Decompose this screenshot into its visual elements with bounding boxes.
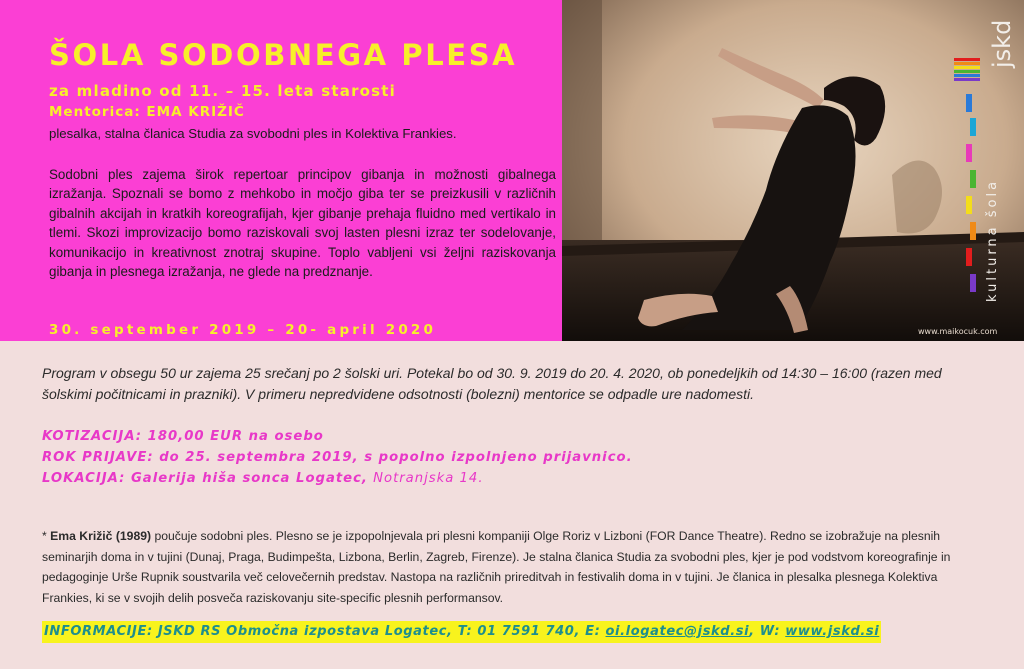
dancer-photo [562, 0, 1024, 341]
bio-prefix: * [42, 529, 51, 543]
contact-label: INFORMACIJE: JSKD RS Območna izpostava Logatec, T: 01 7591 740, E: [44, 624, 606, 639]
mentor-bio [42, 526, 987, 608]
jskd-logo [954, 6, 1016, 306]
page-title: ŠOLA SODOBNEGA PLESA [49, 38, 518, 72]
contact-banner [42, 621, 881, 643]
program-text: Program v obsegu 50 ur zajema 25 srečanj po 2 šolski uri. Potekal bo od 30. 9. 2019 do 20. 4. 2020, ob ponedeljkih od 14:30 – 16:00 (razen med šolskimi počitnicami in prazniki). V primeru nepredvidene odsotnosti (bolezni) mentorice se odpadle ure nadomesti. [42, 365, 942, 402]
contact-separator: , W: [749, 624, 786, 639]
photo-credit: www.maikocuk.com [918, 327, 998, 336]
bio-text: poučuje sodobni ples. Plesno se je izpopolnjevala pri plesni kompaniji Olge Roriz v Lizboni (FOR Dance Theatre). Redno se izobražuje na plesnih seminarjih doma in v tujini (Dunaj, Praga, Budimpešta, Lizbona, Berlin, Zagreb, Firenze). Je stalna članica Studia za svobodni ples, kjer je pod vodstvom koreografinje in pedagoginje Urše Rupnik soustvarila več celovečernih predstav. Nastopa na različnih prireditvah in festivalih doma in v tujini. Je članica in plesalka plesnega Kolektiva Frankies, ki se v svojih delih posveča raziskovanju site-specific plesnih performansov. [42, 529, 951, 605]
email-link[interactable]: oi.logatec@jskd.si [605, 624, 750, 639]
deadline-line: ROK PRIJAVE: do 25. septembra 2019, s popolno izpolnjeno prijavnico. [42, 450, 633, 465]
mentor-name: Mentorica: EMA KRIŽIČ [49, 104, 245, 120]
age-subtitle: za mladino od 11. – 15. leta starosti [49, 82, 397, 100]
course-description: Sodobni ples zajema širok repertoar principov gibanja in možnosti gibalnega izražanja. Spoznali se bomo z mehkobo in močjo giba ter se preizkusili v različnih gibalnih akcijah in kratkih koreografijah, kjer gibanje prehaja fluidno med vertikalo in tlemi. Skozi improvizacijo bomo raziskovali svoj lasten plesni izraz ter sodelovanje, komunikacijo in kreativnost znotraj skupine. Toplo vabljeni vsi željni raziskovanja gibanja in plesnega izražanja, ne glede na predznanje. [49, 167, 556, 280]
website-link[interactable]: www.jskd.si [785, 624, 880, 639]
bio-name: Ema Križič (1989) [50, 529, 152, 543]
location-address: Notranjska 14. [367, 471, 484, 486]
pink-panel [0, 0, 562, 341]
logo-brand: jskd [988, 19, 1016, 68]
location-line [42, 471, 484, 486]
logo-text: kulturna šola [985, 178, 1000, 302]
dancers-figures-icon [966, 94, 976, 292]
fee-line: KOTIZACIJA: 180,00 EUR na osebo [42, 429, 324, 444]
location-label: LOKACIJA: Galerija hiša sonca Logatec, [42, 471, 368, 486]
course-dates: 30. september 2019 – 20- april 2020 [49, 322, 437, 338]
rainbow-ball-icon [954, 58, 980, 81]
mentor-description: plesalka, stalna članica Studia za svobodni ples in Kolektiva Frankies. [49, 126, 457, 141]
